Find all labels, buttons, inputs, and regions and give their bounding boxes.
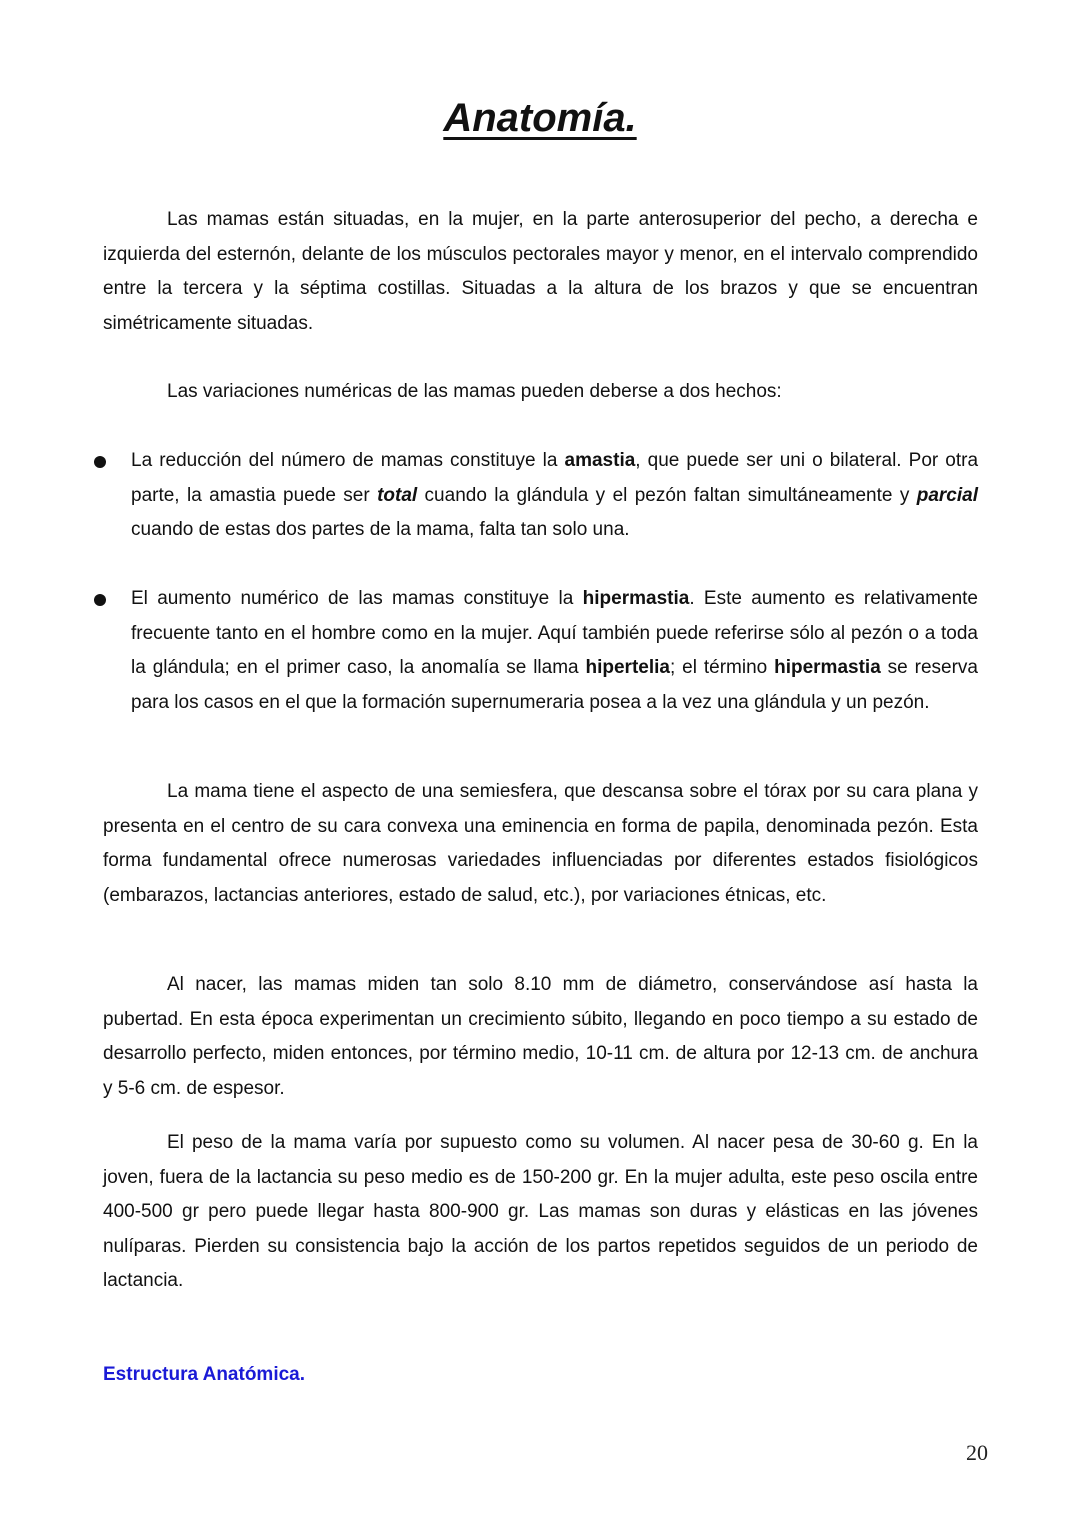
text: se reserva para los casos en el que la formación supernumeraria posea a la vez una glándula y un pezón. <box>131 657 978 713</box>
paragraph-shape: La mama tiene el aspecto de una semiesfera, que descansa sobre el tórax por su cara plana y presenta en el centro de su cara convexa una eminencia en forma de papila, denominada pezón. Esta forma fundamental ofrece numerosas variedades influenciadas por diferentes estados fisiológicos (embarazos, lactancias anteriores, estado de salud, etc.), por variaciones étnicas, etc. <box>103 781 978 906</box>
term-total: total <box>377 484 418 506</box>
term-hipermastia: hipermastia <box>774 657 881 678</box>
text: cuando de estas dos partes de la mama, falta tan solo una. <box>131 519 630 540</box>
term-hipertelia: hipertelia <box>585 657 670 678</box>
section-heading: Estructura Anatómica. <box>103 1364 306 1385</box>
bullet-hipermastia <box>131 582 978 720</box>
bullet-icon <box>94 594 106 606</box>
text: . Este aumento es relativamente frecuente tanto en el hombre como en la mujer. Aquí también puede referirse sólo al pezón o a toda la glándula; en el primer caso, la anomalía se llama <box>131 588 978 678</box>
paragraph-size: Al nacer, las mamas miden tan solo 8.10 mm de diámetro, conservándose así hasta la pubertad. En esta época experimentan un crecimiento súbito, llegando en poco tiempo a su estado de desarrollo perfecto, miden entonces, por término medio, 10-11 cm. de altura por 12-13 cm. de anchura y 5-6 cm. de espesor. <box>103 974 978 1099</box>
term-hipermastia: hipermastia <box>582 588 690 609</box>
paragraph-location: Las mamas están situadas, en la mujer, en la parte anterosuperior del pecho, a derecha e izquierda del esternón, delante de los músculos pectorales mayor y menor, en el intervalo comprendido entre la tercera y la séptima costillas. Situadas a la altura de los brazos y que se encuentran simétricamente situadas. <box>103 209 978 334</box>
text: , que puede ser uni o bilateral. Por otra parte, la amastia puede ser <box>131 450 979 506</box>
text: ; el término <box>669 657 775 678</box>
text: cuando la glándula y el pezón faltan simultáneamente y <box>417 484 917 506</box>
text: La reducción del número de mamas constituye la <box>131 450 565 471</box>
bullet-icon <box>94 456 106 468</box>
paragraph-variations-intro: Las variaciones numéricas de las mamas pueden deberse a dos hechos: <box>167 381 782 402</box>
term-amastia: amastia <box>564 450 636 471</box>
term-parcial: parcial <box>916 484 978 506</box>
page-title: Anatomía. <box>443 96 637 140</box>
bullet-amastia <box>131 444 978 548</box>
page-number: 20 <box>966 1440 988 1465</box>
text: El aumento numérico de las mamas constituye la <box>131 588 583 609</box>
paragraph-weight: El peso de la mama varía por supuesto como su volumen. Al nacer pesa de 30-60 g. En la joven, fuera de la lactancia su peso medio es de 150-200 gr. En la mujer adulta, este peso oscila entre 400-500 gr pero puede llegar hasta 800-900 gr. Las mamas son duras y elásticas en las jóvenes nulíparas. Pierden su consistencia bajo la acción de los partos repetidos seguidos de un periodo de lactancia. <box>103 1132 978 1291</box>
